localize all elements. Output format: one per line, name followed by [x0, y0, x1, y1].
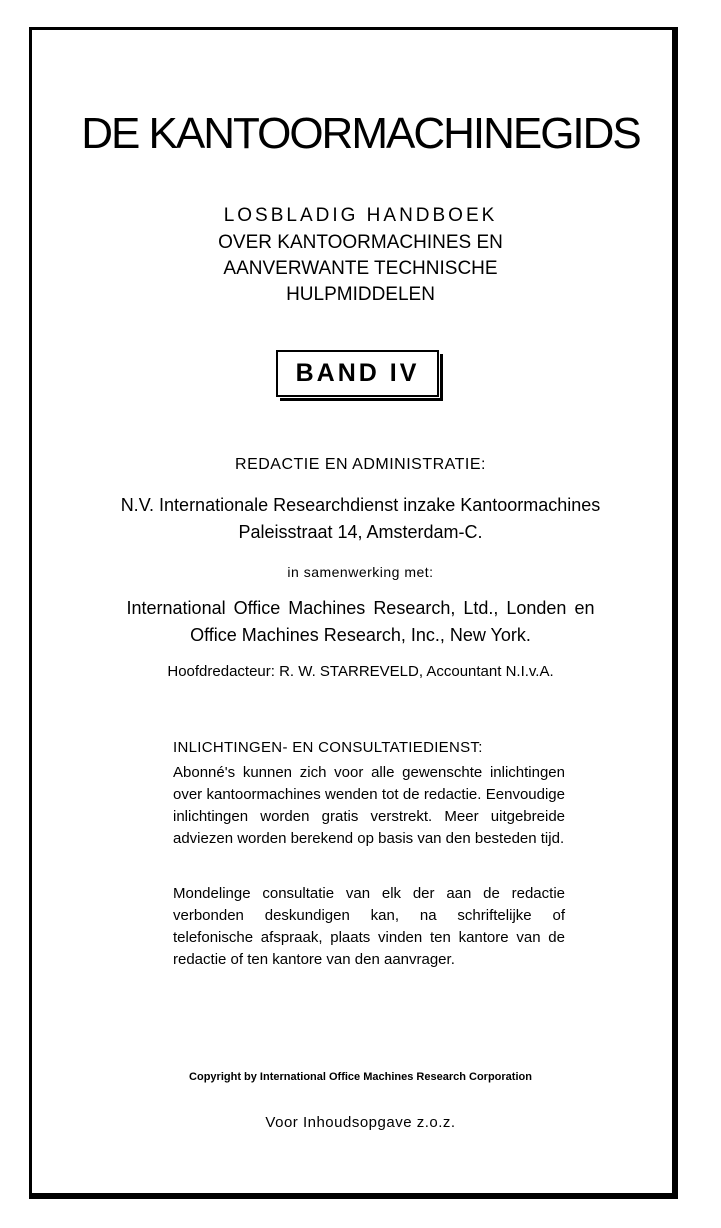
page-title: DE KANTOORMACHINEGIDS — [81, 109, 640, 158]
band-box — [276, 350, 439, 397]
band-label: BAND IV — [295, 359, 420, 387]
info-heading: INLICHTINGEN- EN CONSULTATIEDIENST: — [173, 739, 483, 756]
cooperation-label: in samenwerking met: — [287, 564, 434, 580]
info-paragraph-2: Mondelinge consultatie van elk der aan de redactie verbonden deskundigen kan, na schriftelijke of telefonische afspraak, plaats vinden ten kantore van de redactie of ten kantore van den aanvrager. — [173, 885, 565, 968]
subtitle-line-1: LOSBLADIG HANDBOEK — [223, 205, 498, 226]
organisation-address: Paleisstraat 14, Amsterdam-C. — [238, 522, 483, 542]
info-paragraph-1: Abonné's kunnen zich voor alle gewenschte inlichtingen over kantoormachines wenden tot de redactie. Eenvoudige inlichtingen worden gratis verstrekt. Meer uitgebreide adviezen worden berekend op basis van den besteden tijd. — [173, 764, 565, 847]
subtitle-line-4: HULPMIDDELEN — [286, 284, 435, 305]
contents-note: Voor Inhoudsopgave z.o.z. — [265, 1114, 456, 1131]
redactie-heading: REDACTIE EN ADMINISTRATIE: — [235, 456, 486, 473]
partner-line-1: International Office Machines Research, Ltd., Londen en — [126, 598, 595, 618]
subtitle-line-2: OVER KANTOORMACHINES EN — [218, 232, 503, 253]
organisation-name: N.V. Internationale Researchdienst inzake Kantoormachines — [120, 495, 601, 515]
subtitle-line-3: AANVERWANTE TECHNISCHE — [223, 258, 498, 279]
chief-editor: Hoofdredacteur: R. W. STARREVELD, Accountant N.I.v.A. — [167, 663, 554, 680]
partner-line-2: Office Machines Research, Inc., New York. — [190, 625, 531, 645]
copyright-notice: Copyright by International Office Machines Research Corporation — [189, 1071, 532, 1083]
